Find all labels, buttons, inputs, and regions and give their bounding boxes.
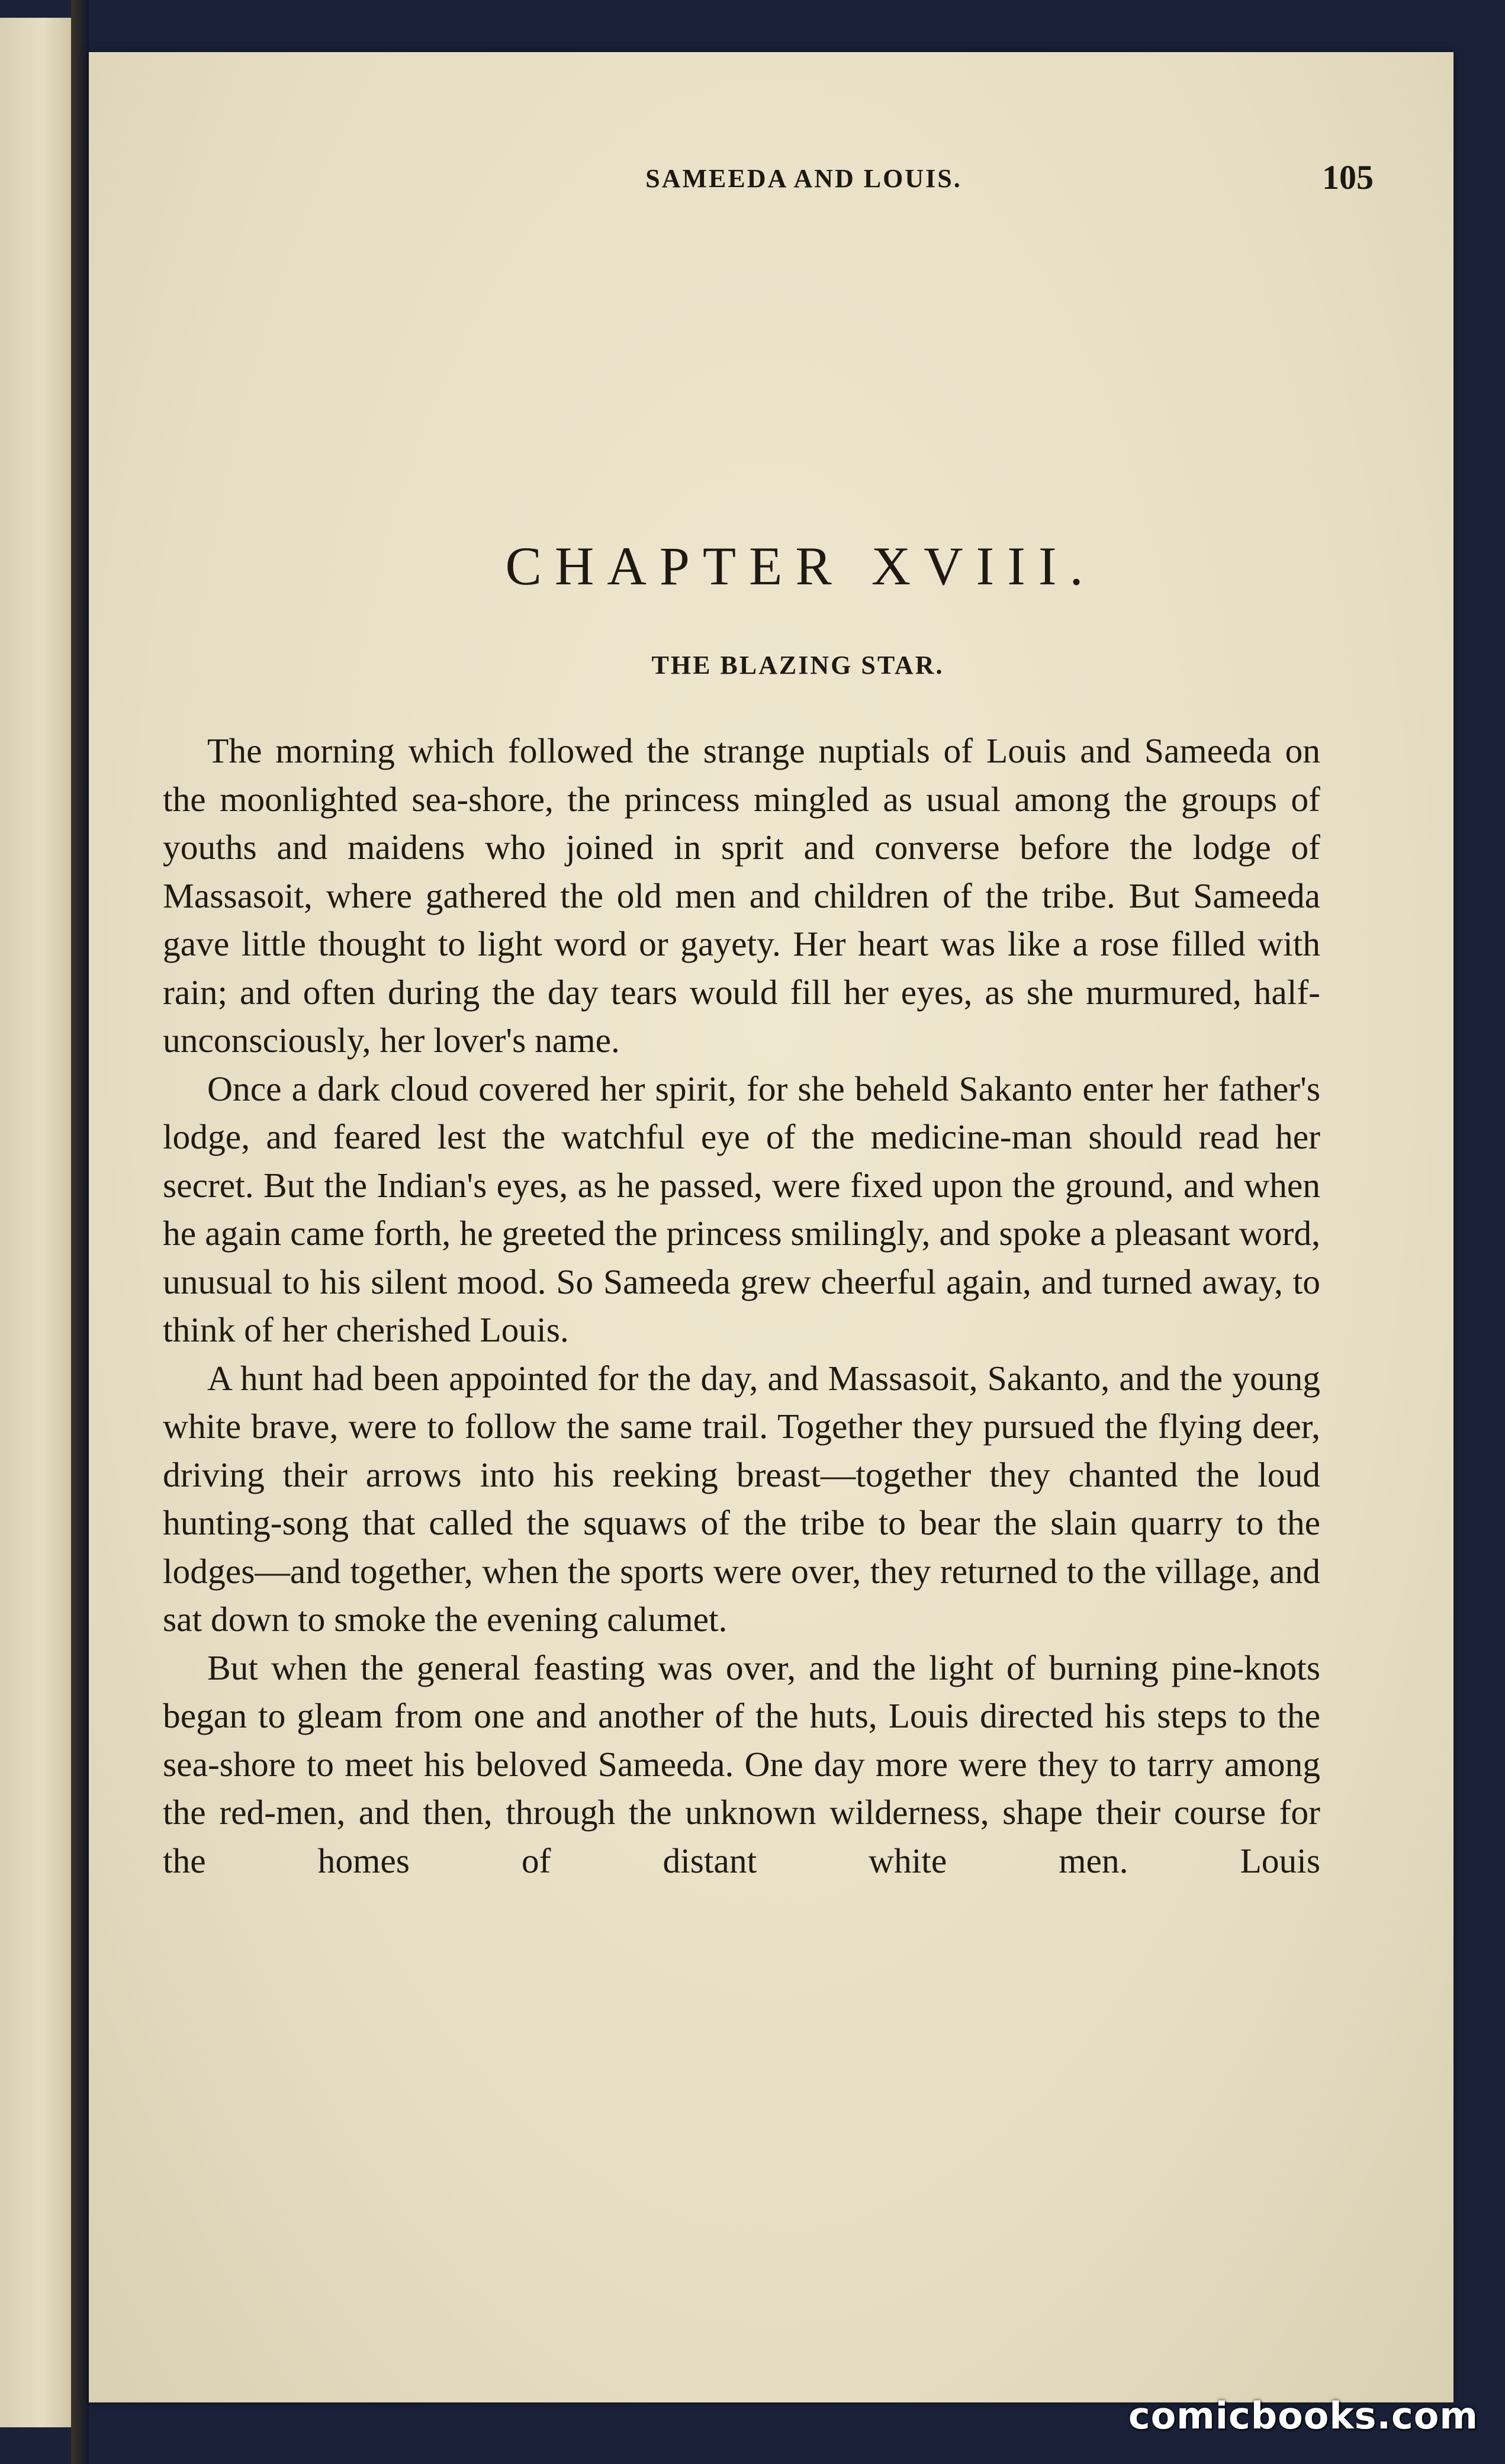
paragraph: A hunt had been appointed for the day, and Massasoit, Sakanto, and the young white brave, were to follow the same trail. Together they pursued the flying deer, driving their arrows into his reeking breast—together they chanted the loud hunting-song that called the squaws of the tribe to bear the slain quarry to the lodges—and together, when the sports were over, they returned to the village, and sat down to smoke the evening calumet. (163, 1358, 1320, 1639)
running-head (89, 157, 1453, 211)
paragraph: The morning which followed the strange nuptials of Louis and Sameeda on the moonlighted sea-shore, the princess mingled as usual among the groups of youths and maidens who joined in sprit and converse before the lodge of Massasoit, where gathered the old men and children of the tribe. But Sameeda gave little thought to light word or gayety. Her heart was like a rose filled with rain; and often during the day tears would fill her eyes, as she murmured, half-unconsciously, her lover's name. (163, 731, 1320, 1060)
chapter-heading: CHAPTER XVIII. (505, 536, 1096, 596)
running-title: SAMEEDA AND LOUIS. (645, 164, 962, 193)
watermark: comicbooks.com (1128, 2394, 1478, 2437)
book-page (89, 52, 1453, 2402)
paragraph: But when the general feasting was over, and the light of burning pine-knots began to gleam from one and another of the huts, Louis directed his steps to the sea-shore to meet his beloved Sameeda. One day more were they to tarry among the red-men, and then, through the unknown wilderness, shape their course for the homes of distant white men. Louis (163, 1648, 1320, 1880)
paragraph: Once a dark cloud covered her spirit, for she beheld Sakanto enter her father's lodge, and feared lest the watchful eye of the medicine-man should read her secret. But the Indian's eyes, as he passed, were fixed upon the ground, and when he again came forth, he greeted the princess smilingly, and spoke a pleasant word, unusual to his silent mood. So Sameeda grew cheerful again, and turned away, to think of her cherished Louis. (163, 1069, 1320, 1349)
book-gutter (71, 0, 89, 2464)
chapter-subtitle: THE BLAZING STAR. (651, 651, 944, 680)
body-text (163, 727, 1320, 1885)
previous-page-edge (0, 18, 75, 2427)
page-number: 105 (1322, 158, 1374, 197)
